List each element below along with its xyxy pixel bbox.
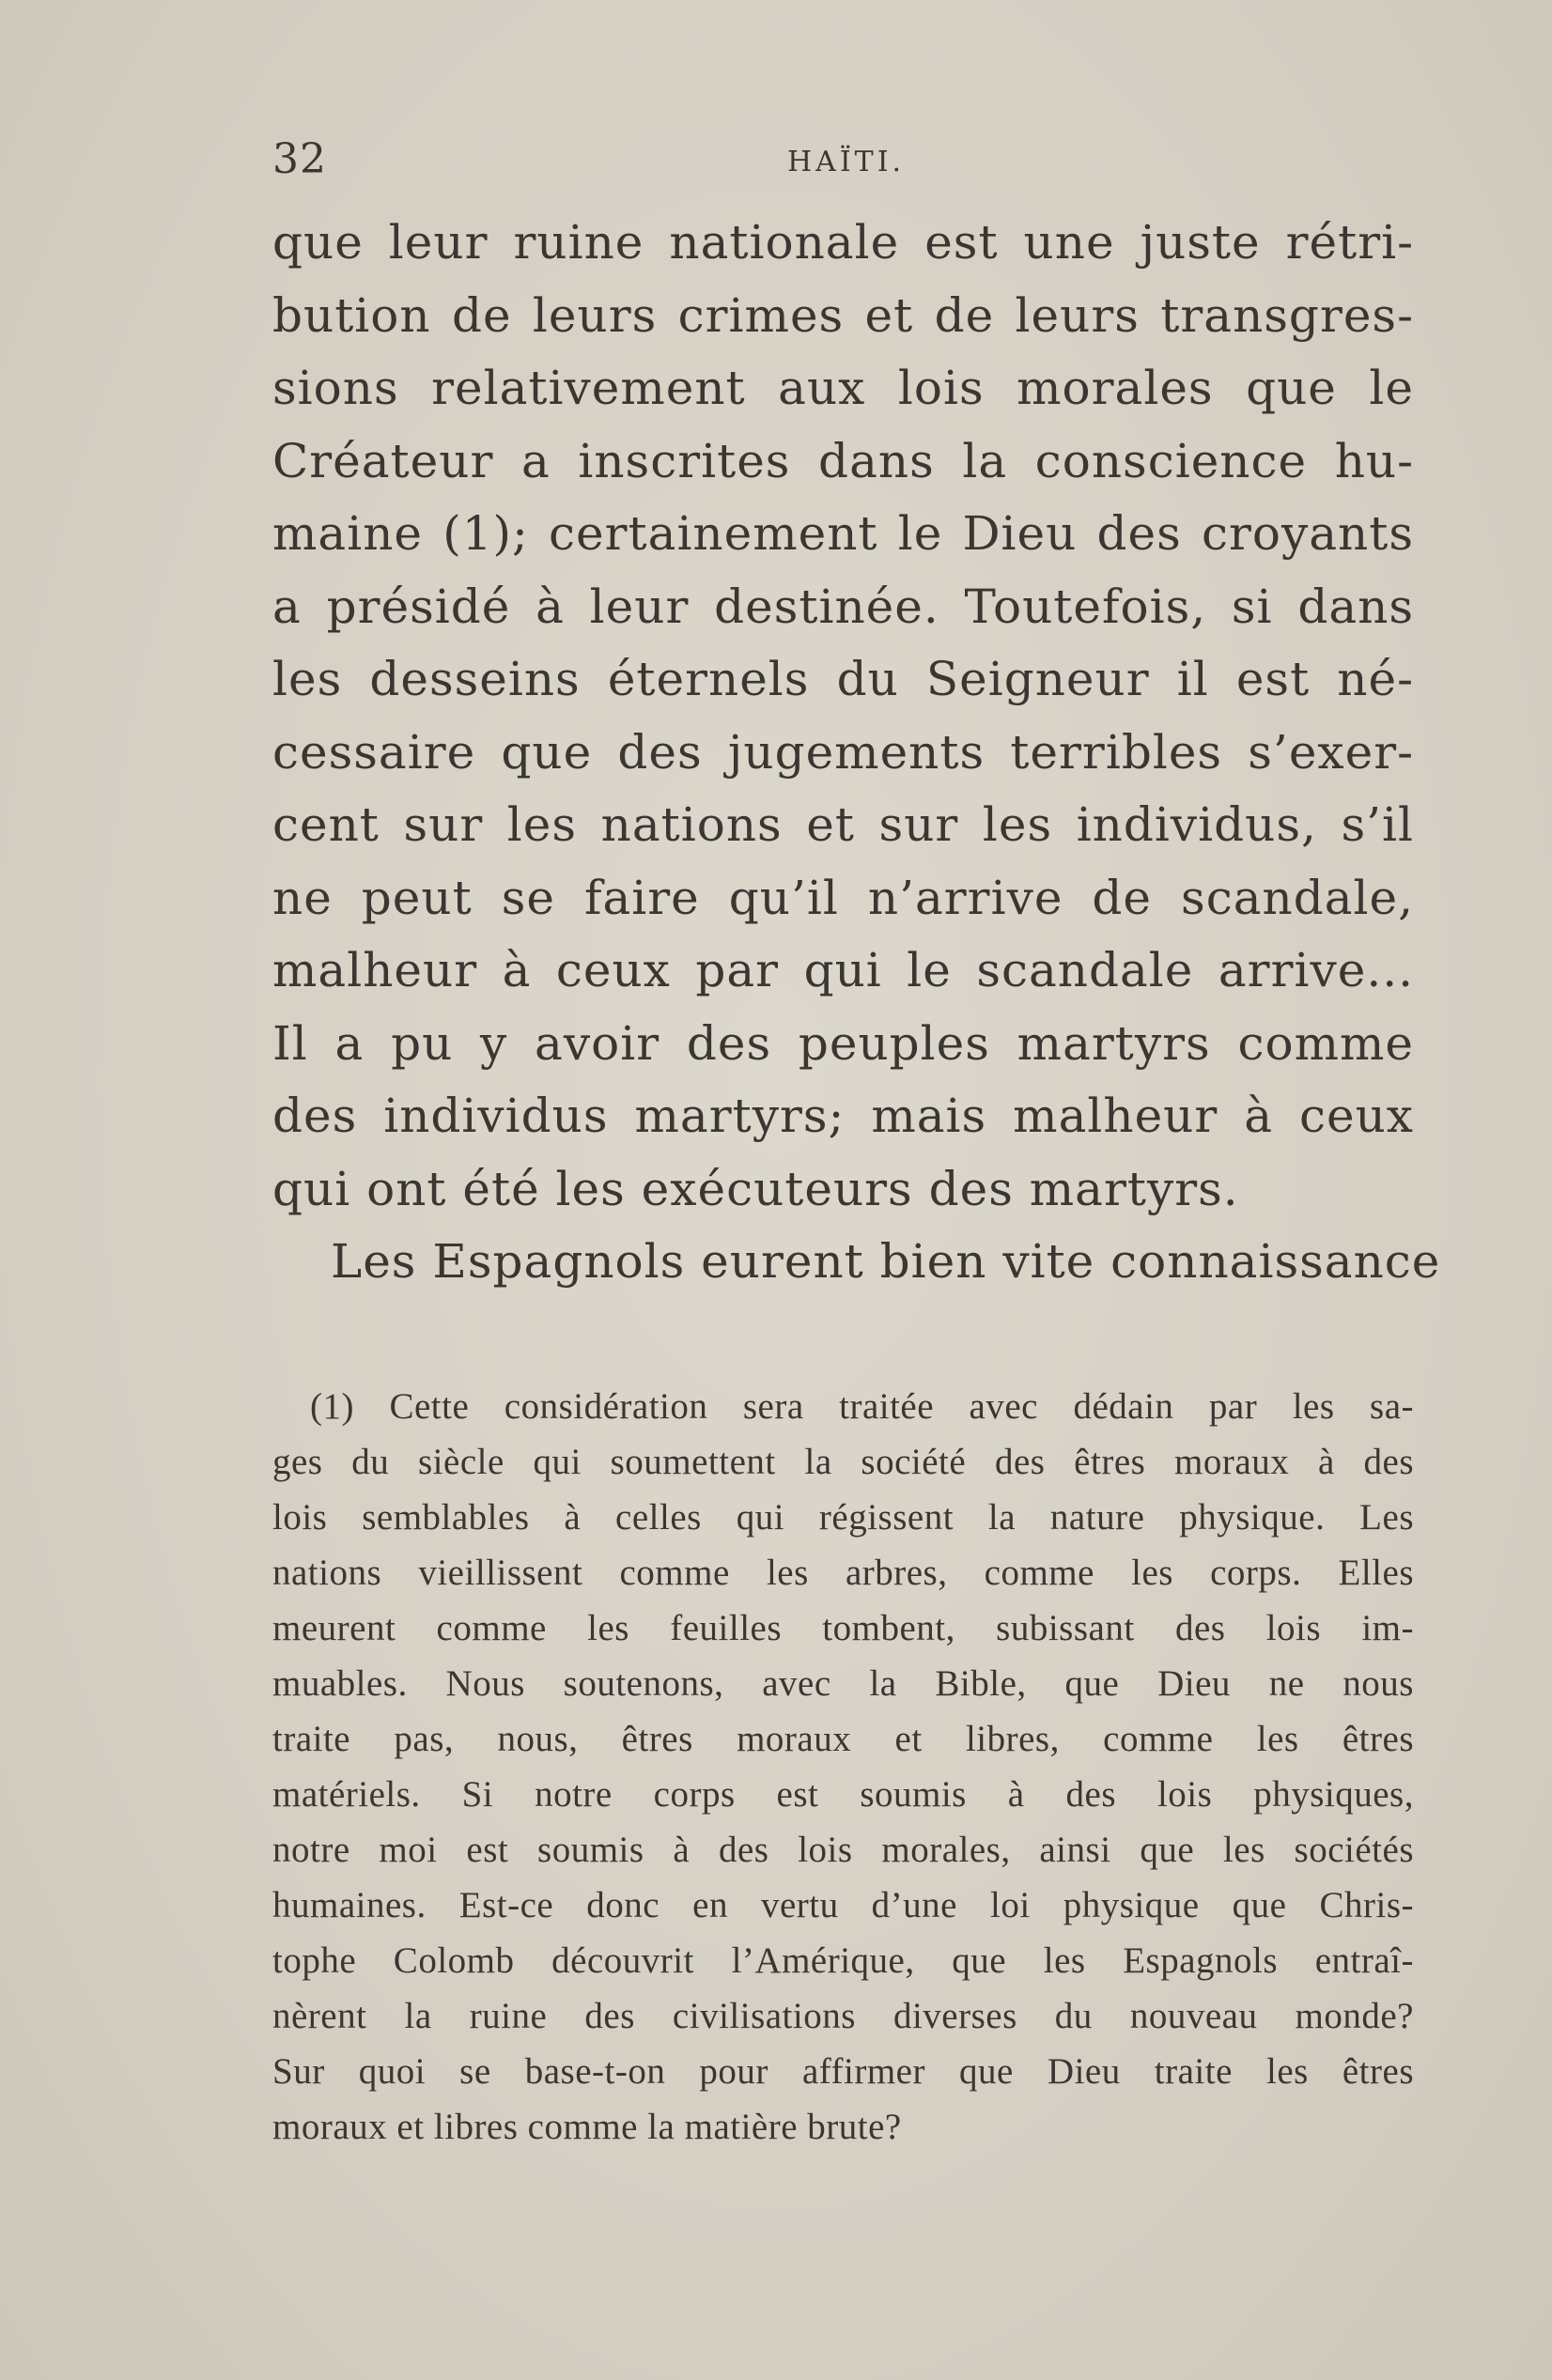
footnote-line: (1) Cette considération sera traitée avec dédain par les sa- [310, 1386, 1414, 1427]
footnote-line: notre moi est soumis à des lois morales, ainsi que les sociétés [272, 1830, 1414, 1870]
text-line: malheur à ceux par qui le scandale arrive... [272, 943, 1414, 997]
text-line: Il a pu y avoir des peuples martyrs comme [272, 1015, 1414, 1071]
text-line: cent sur les nations et sur les individus, s’il [272, 797, 1414, 852]
footnote-line: meurent comme les feuilles tombent, subissant des lois im- [272, 1608, 1414, 1648]
text-line: a présidé à leur destinée. Toutefois, si dans [272, 579, 1414, 634]
footnote-line: humaines. Est-ce donc en vertu d’une loi physique que Chris- [272, 1885, 1414, 1925]
footnote-line: tophe Colomb découvrit l’Amérique, que les Espagnols entraî- [272, 1940, 1414, 1981]
footnote-line: nations vieillissent comme les arbres, comme les corps. Elles [272, 1553, 1414, 1593]
text-line: Créateur a inscrites dans la conscience hu- [272, 433, 1414, 488]
main-text [272, 207, 1441, 1299]
footnote-line: Sur quoi se base-t-on pour affirmer que Dieu traite les êtres [272, 2051, 1414, 2092]
running-head: HAÏTI. [787, 146, 906, 178]
text-line: qui ont été les exécuteurs des martyrs. [272, 1161, 1239, 1216]
footnote-line: lois semblables à celles qui régissent la nature physique. Les [272, 1497, 1414, 1538]
footnote [272, 1379, 1414, 2155]
text-line: des individus martyrs; mais malheur à ceux [272, 1089, 1414, 1143]
text-line: Les Espagnols eurent bien vite connaissance [331, 1234, 1441, 1289]
page-number: 32 [272, 135, 327, 183]
text-line: ne peut se faire qu’il n’arrive de scandale, [272, 870, 1414, 925]
text-line: maine (1); certainement le Dieu des croyants [272, 506, 1414, 561]
footnote-line: ges du siècle qui soumettent la société des êtres moraux à des [272, 1442, 1414, 1482]
footnote-line: muables. Nous soutenons, avec la Bible, que Dieu ne nous [272, 1663, 1414, 1704]
text-line: les desseins éternels du Seigneur il est né- [272, 652, 1414, 706]
text-line: cessaire que des jugements terribles s’exer- [272, 724, 1414, 780]
footnote-line: matériels. Si notre corps est soumis à des lois physiques, [272, 1774, 1414, 1815]
footnote-line: nèrent la ruine des civilisations diverses du nouveau monde? [272, 1996, 1414, 2036]
footnote-line: moraux et libres comme la matière brute? [272, 2107, 902, 2147]
text-line: bution de leurs crimes et de leurs transgres- [272, 287, 1414, 343]
text-line: sions relativement aux lois morales que le [272, 361, 1414, 415]
text-line: que leur ruine nationale est une juste rétri- [272, 215, 1414, 270]
footnote-line: traite pas, nous, êtres moraux et libres, comme les êtres [272, 1719, 1414, 1759]
page-header [272, 131, 1414, 188]
